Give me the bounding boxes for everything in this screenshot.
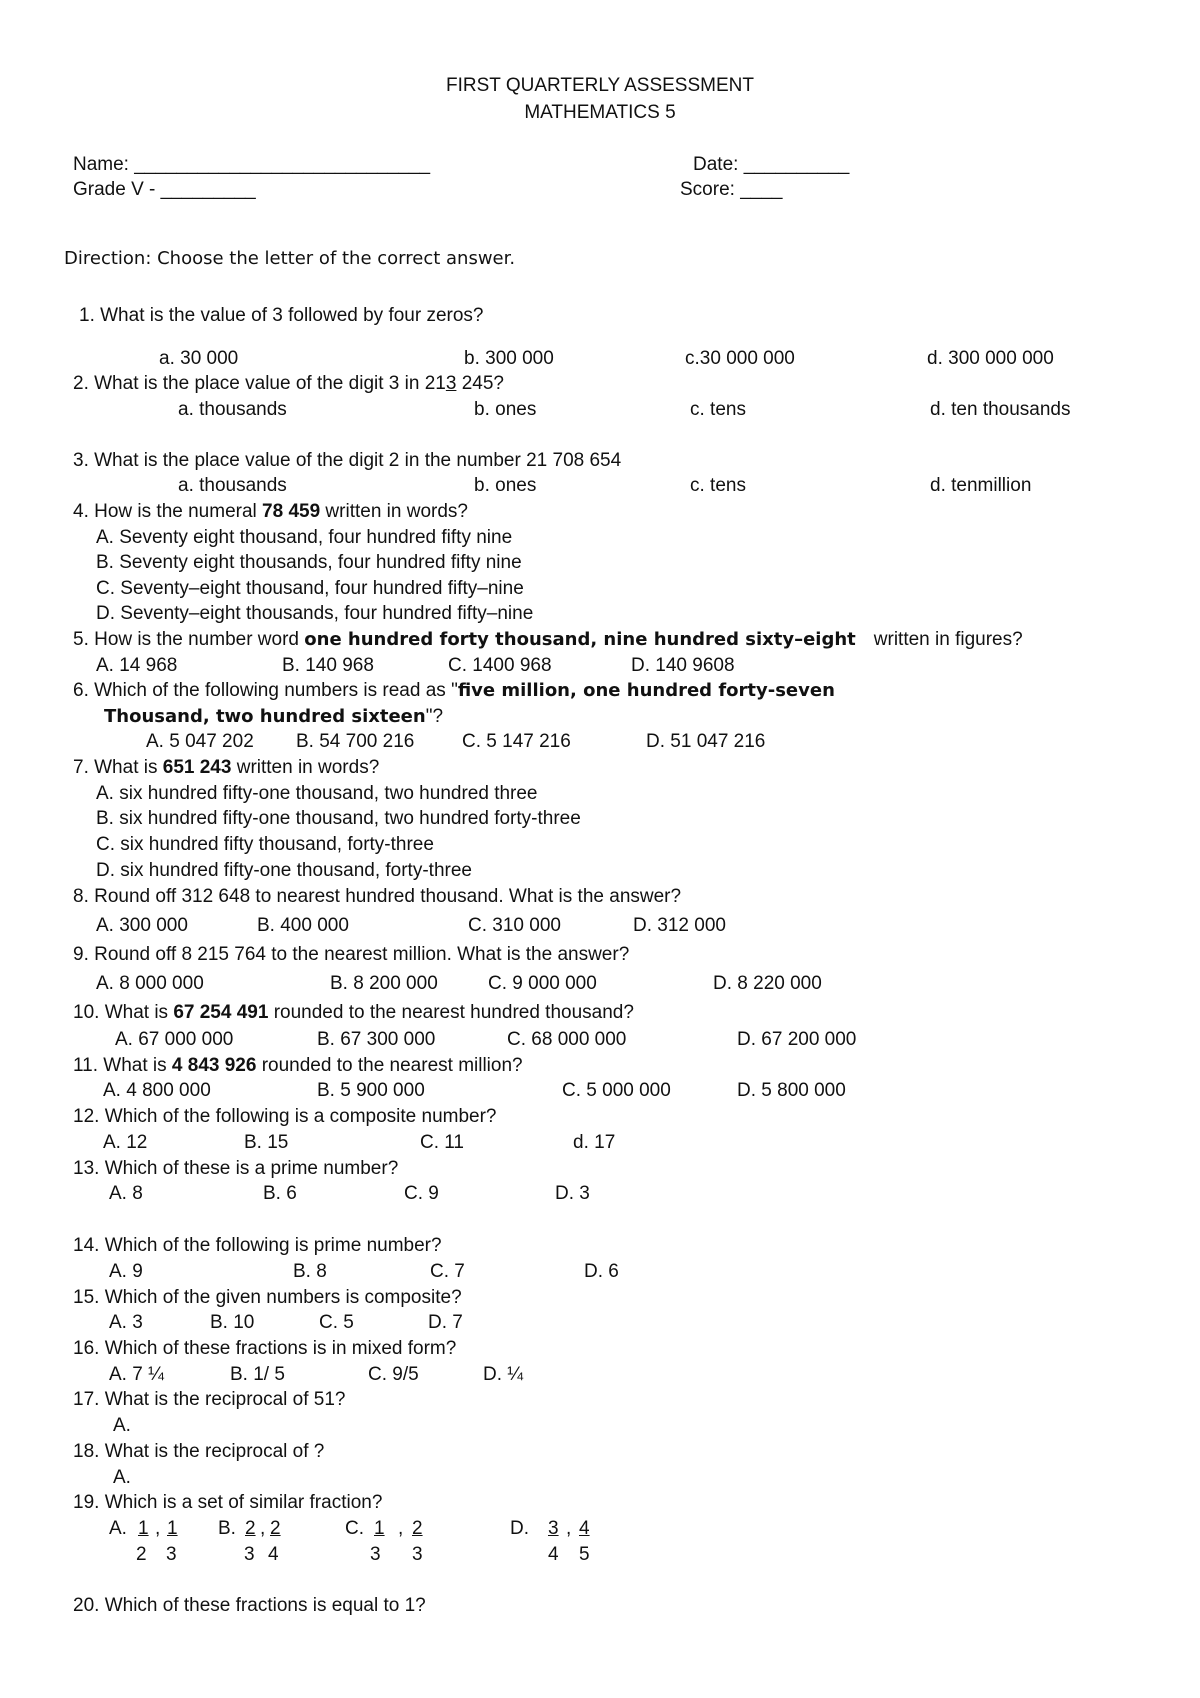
q9-option-b: B. 8 200 000 xyxy=(330,973,438,994)
q12-option-d: d. 17 xyxy=(573,1132,616,1153)
page-title: FIRST QUARTERLY ASSESSMENT xyxy=(446,75,754,96)
q19-option-b-separator: , xyxy=(260,1518,266,1539)
q4-option-c: C. Seventy–eight thousand, four hundred fifty–nine xyxy=(96,578,524,599)
page-subtitle: MATHEMATICS 5 xyxy=(524,102,676,123)
q19-option-c-denominator-1: 3 xyxy=(370,1544,381,1565)
q19-option-c-numerator-2: 2 xyxy=(412,1518,423,1539)
q15-stem: 15. Which of the given numbers is composite? xyxy=(73,1287,462,1308)
q2-underlined-digit: 3 xyxy=(445,373,457,394)
q19-option-b-numerator-1: 2 xyxy=(245,1518,256,1539)
q5-option-d: D. 140 9608 xyxy=(631,655,735,676)
q9-option-c: C. 9 000 000 xyxy=(488,973,597,994)
q3-option-d: d. tenmillion xyxy=(930,475,1032,496)
q5-stem: 5. How is the number word one hundred forty thousand, nine hundred sixty–eight written in figures? xyxy=(73,629,1023,650)
q14-option-c: C. 7 xyxy=(430,1261,465,1282)
q19-option-c-denominator-2: 3 xyxy=(412,1544,423,1565)
q18-option-a: A. xyxy=(113,1467,131,1488)
q19-option-d-label: D. xyxy=(510,1518,529,1539)
q19-stem: 19. Which is a set of similar fraction? xyxy=(73,1492,383,1513)
q20-stem: 20. Which of these fractions is equal to 1? xyxy=(73,1595,426,1616)
q8-option-a: A. 300 000 xyxy=(96,915,188,936)
q5-option-c: C. 1400 968 xyxy=(448,655,552,676)
q19-option-a-numerator-2: 1 xyxy=(167,1518,178,1539)
q1-stem: 1. What is the value of 3 followed by four zeros? xyxy=(79,305,484,326)
q19-option-c-numerator-1: 1 xyxy=(374,1518,385,1539)
q14-option-a: A. 9 xyxy=(109,1261,143,1282)
q4-stem: 4. How is the numeral 78 459 written in words? xyxy=(73,501,468,522)
q19-option-a-separator: , xyxy=(155,1518,161,1539)
q2-option-d: d. ten thousands xyxy=(930,399,1071,420)
q7-option-d: D. six hundred fifty-one thousand, forty-three xyxy=(96,860,472,881)
q19-option-b-numerator-2: 2 xyxy=(270,1518,281,1539)
q19-option-a-denominator-2: 3 xyxy=(166,1544,177,1565)
q11-option-a: A. 4 800 000 xyxy=(103,1080,211,1101)
q4-option-a: A. Seventy eight thousand, four hundred fifty nine xyxy=(96,527,513,548)
q19-option-b-denominator-2: 4 xyxy=(268,1544,279,1565)
q6-option-c: C. 5 147 216 xyxy=(462,731,571,752)
q15-option-c: C. 5 xyxy=(319,1312,354,1333)
q10-option-c: C. 68 000 000 xyxy=(507,1029,627,1050)
q6-stem-line1: 6. Which of the following numbers is read as "five million, one hundred forty-seven xyxy=(73,680,835,701)
q1-option-b: b. 300 000 xyxy=(464,348,554,369)
q19-option-d-numerator-2: 4 xyxy=(579,1518,590,1539)
q5-option-a: A. 14 968 xyxy=(96,655,178,676)
q7-stem: 7. What is 651 243 written in words? xyxy=(73,757,380,778)
q11-option-d: D. 5 800 000 xyxy=(737,1080,846,1101)
q3-option-b: b. ones xyxy=(474,475,537,496)
q12-option-c: C. 11 xyxy=(420,1132,465,1153)
q8-option-b: B. 400 000 xyxy=(257,915,349,936)
q2-option-b: b. ones xyxy=(474,399,537,420)
direction-text: Direction: Choose the letter of the correct answer. xyxy=(64,248,516,269)
q19-option-d-separator: , xyxy=(566,1518,572,1539)
q8-option-c: C. 310 000 xyxy=(468,915,561,936)
q10-option-b: B. 67 300 000 xyxy=(317,1029,436,1050)
q19-option-c-label: C. xyxy=(345,1518,364,1539)
q4-option-b: B. Seventy eight thousands, four hundred fifty nine xyxy=(96,552,522,573)
q19-option-d-denominator-2: 5 xyxy=(579,1544,590,1565)
q10-stem: 10. What is 67 254 491 rounded to the nearest hundred thousand? xyxy=(73,1002,634,1023)
q16-option-b: B. 1/ 5 xyxy=(230,1364,285,1385)
q3-option-a: a. thousands xyxy=(178,475,287,496)
q14-option-b: B. 8 xyxy=(293,1261,327,1282)
q13-option-b: B. 6 xyxy=(263,1183,297,1204)
date-field-label: Date: __________ xyxy=(693,154,850,175)
q11-option-c: C. 5 000 000 xyxy=(562,1080,671,1101)
q13-option-d: D. 3 xyxy=(555,1183,590,1204)
q8-option-d: D. 312 000 xyxy=(633,915,726,936)
q12-stem: 12. Which of the following is a composite number? xyxy=(73,1106,497,1127)
q13-stem: 13. Which of these is a prime number? xyxy=(73,1158,399,1179)
q6-option-d: D. 51 047 216 xyxy=(646,731,766,752)
q15-option-b: B. 10 xyxy=(210,1312,255,1333)
q4-option-d: D. Seventy–eight thousands, four hundred fifty–nine xyxy=(96,603,534,624)
grade-field-label: Grade V - _________ xyxy=(73,179,256,200)
q12-option-a: A. 12 xyxy=(103,1132,148,1153)
q19-option-b-denominator-1: 3 xyxy=(244,1544,255,1565)
name-field-label: Name: ____________________________ xyxy=(73,154,431,175)
q19-option-d-numerator-1: 3 xyxy=(548,1518,559,1539)
q19-option-a-label: A. xyxy=(109,1518,127,1539)
q16-option-a: A. 7 ¼ xyxy=(109,1364,164,1385)
q13-option-c: C. 9 xyxy=(404,1183,439,1204)
q9-option-a: A. 8 000 000 xyxy=(96,973,204,994)
q10-option-a: A. 67 000 000 xyxy=(115,1029,234,1050)
q6-option-b: B. 54 700 216 xyxy=(296,731,415,752)
q2-option-c: c. tens xyxy=(690,399,746,420)
q16-option-d: D. ¼ xyxy=(483,1364,524,1385)
q2-stem: 2. What is the place value of the digit 3 in 213 245? xyxy=(73,373,504,394)
q17-option-a: A. xyxy=(113,1415,131,1436)
q15-option-a: A. 3 xyxy=(109,1312,143,1333)
q13-option-a: A. 8 xyxy=(109,1183,143,1204)
q14-option-d: D. 6 xyxy=(584,1261,619,1282)
q6-stem-line2: Thousand, two hundred sixteen"? xyxy=(104,706,444,727)
q1-option-d: d. 300 000 000 xyxy=(927,348,1054,369)
q6-option-a: A. 5 047 202 xyxy=(146,731,254,752)
q15-option-d: D. 7 xyxy=(428,1312,463,1333)
q11-option-b: B. 5 900 000 xyxy=(317,1080,425,1101)
q19-option-b-label: B. xyxy=(218,1518,236,1539)
q10-option-d: D. 67 200 000 xyxy=(737,1029,857,1050)
q18-stem: 18. What is the reciprocal of ? xyxy=(73,1441,325,1462)
q14-stem: 14. Which of the following is prime number? xyxy=(73,1235,442,1256)
score-field-label: Score: ____ xyxy=(680,179,783,200)
q5-option-b: B. 140 968 xyxy=(282,655,374,676)
q7-option-b: B. six hundred fifty-one thousand, two hundred forty-three xyxy=(96,808,581,829)
q11-stem: 11. What is 4 843 926 rounded to the nearest million? xyxy=(73,1055,523,1076)
q3-option-c: c. tens xyxy=(690,475,746,496)
q7-option-c: C. six hundred fifty thousand, forty-three xyxy=(96,834,434,855)
q9-option-d: D. 8 220 000 xyxy=(713,973,822,994)
q12-option-b: B. 15 xyxy=(244,1132,289,1153)
q3-stem: 3. What is the place value of the digit 2 in the number 21 708 654 xyxy=(73,450,622,471)
q1-option-a: a. 30 000 xyxy=(159,348,239,369)
q19-option-c-separator: , xyxy=(398,1518,404,1539)
q1-option-c: c.30 000 000 xyxy=(685,348,795,369)
q2-option-a: a. thousands xyxy=(178,399,287,420)
q17-stem: 17. What is the reciprocal of 51? xyxy=(73,1389,346,1410)
q16-option-c: C. 9/5 xyxy=(368,1364,419,1385)
q16-stem: 16. Which of these fractions is in mixed form? xyxy=(73,1338,457,1359)
q19-option-a-numerator-1: 1 xyxy=(138,1518,149,1539)
q9-stem: 9. Round off 8 215 764 to the nearest million. What is the answer? xyxy=(73,944,630,965)
q8-stem: 8. Round off 312 648 to nearest hundred thousand. What is the answer? xyxy=(73,886,682,907)
q19-option-a-denominator-1: 2 xyxy=(136,1544,147,1565)
q19-option-d-denominator-1: 4 xyxy=(548,1544,559,1565)
q7-option-a: A. six hundred fifty-one thousand, two hundred three xyxy=(96,783,538,804)
